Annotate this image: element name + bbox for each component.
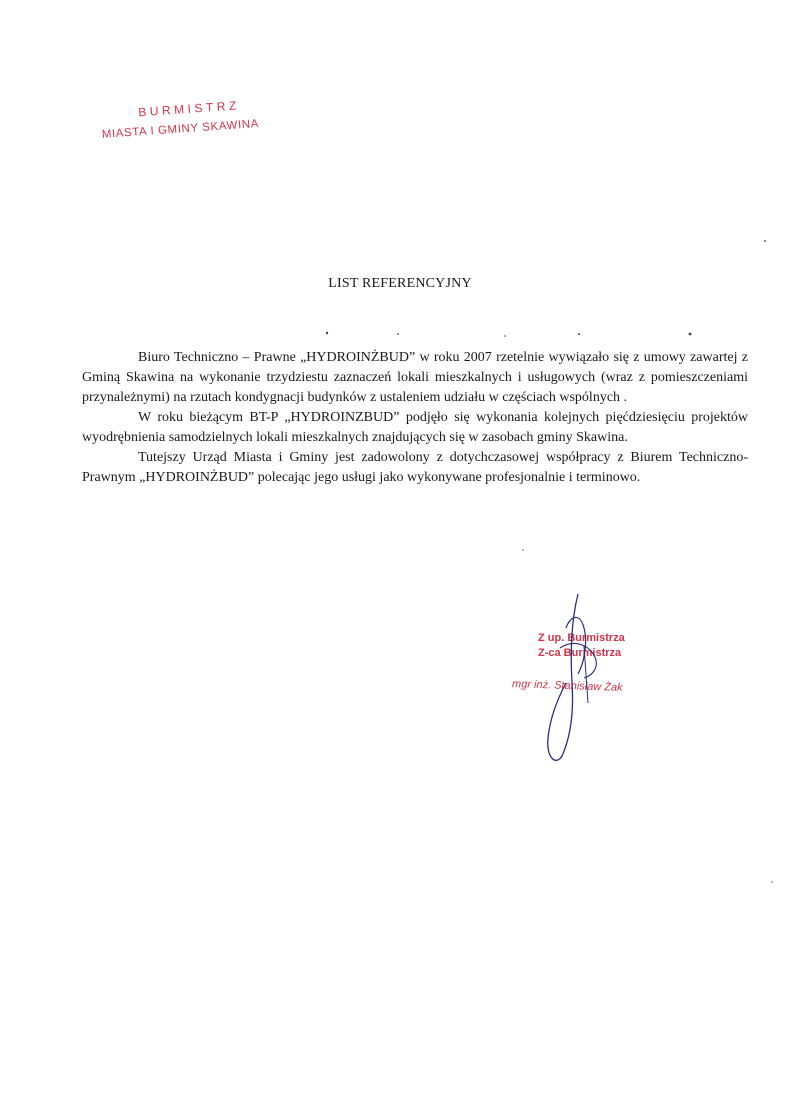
paragraph: Biuro Techniczno – Prawne „HYDROINŻBUD” w roku 2007 rzetelnie wywiązało się z umowy zawartej z Gminą Skawina na wykonanie trzydziestu zaznaczeń lokali mieszkalnych i usługowych (wraz z pomieszczeniami przynależnymi) na rzutach kondygnacji budynków z ustaleniem udziału w częściach wspólnych .: [82, 350, 748, 405]
signature-stamp-name: mgr inż. Stanisław Żak: [511, 678, 623, 694]
stamp-subtitle: MIASTA I GMINY SKAWINA: [101, 117, 260, 141]
document-title: LIST REFERENCYJNY: [328, 276, 472, 291]
signature-stamp-line: Z-ca Burmistrza: [538, 647, 622, 659]
signature-stamp-line: Z up. Burmistrza: [538, 632, 625, 644]
stamp-title: BURMISTRZ: [137, 98, 241, 120]
document-body: [82, 348, 748, 488]
issuer-stamp: [100, 93, 312, 141]
handwritten-signature: [500, 588, 680, 768]
paragraph: Tutejszy Urząd Miasta i Gminy jest zadowolony z dotychczasowej współpracy z Biurem Techniczno-Prawnym „HYDROINŻBUD” polecając jego usługi jako wykonywane profesjonalnie i terminowo.: [82, 450, 748, 485]
paragraph: W roku bieżącym BT-P „HYDROINZBUD” podjęło się wykonania kolejnych pięćdziesięciu projektów wyodrębnienia samodzielnych lokali mieszkalnych znajdujących się w zasobach gminy Skawina.: [82, 410, 748, 445]
signature-block: [500, 588, 680, 768]
